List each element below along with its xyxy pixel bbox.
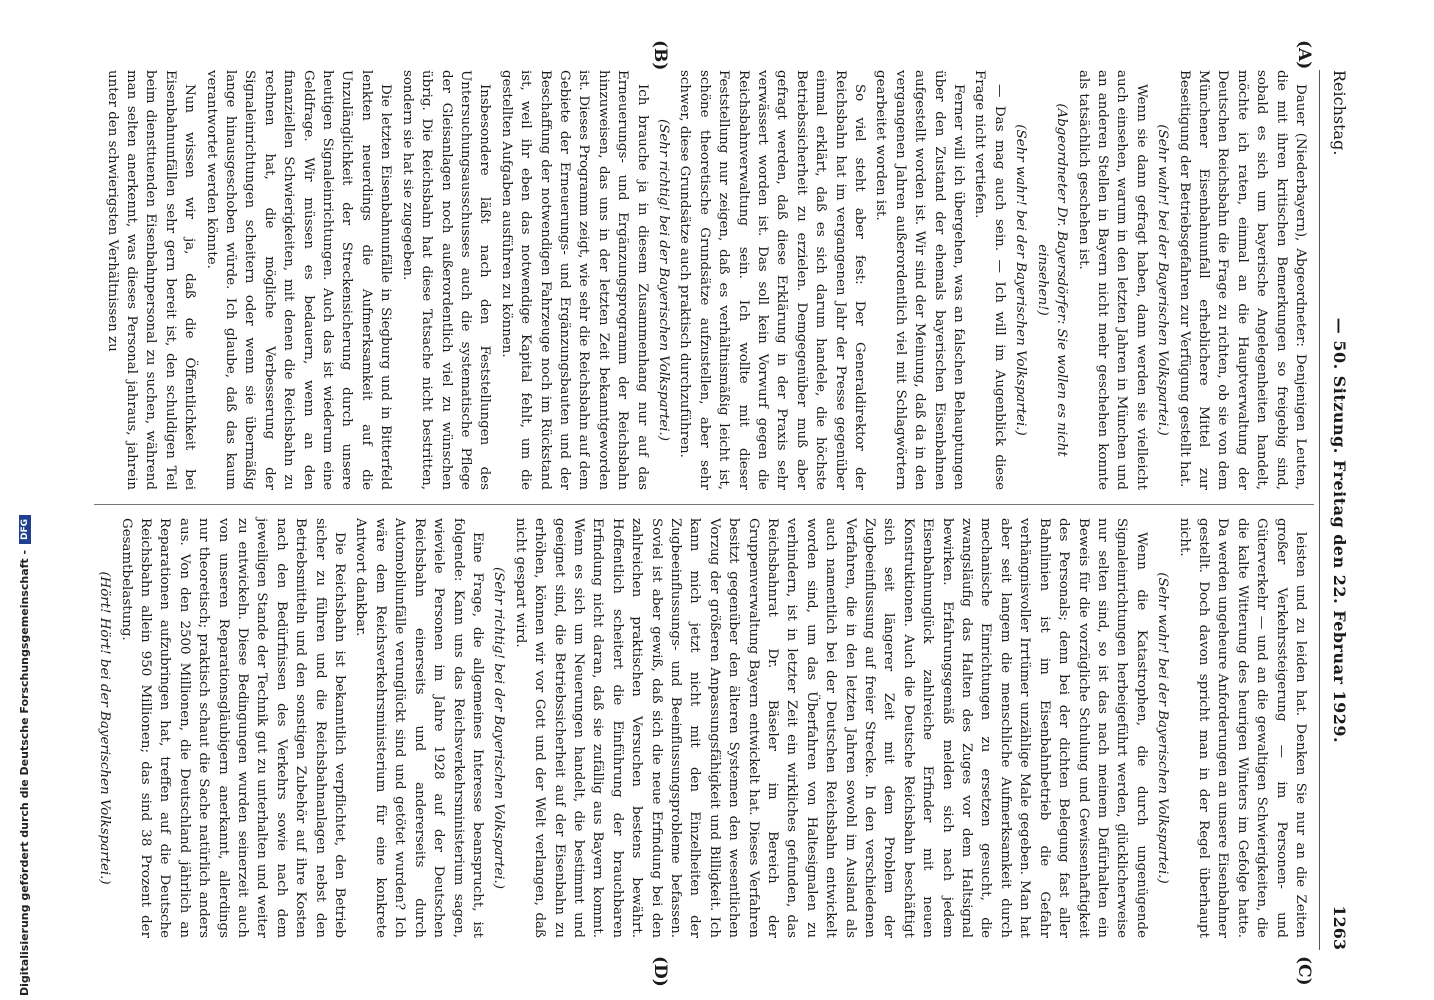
paragraph: (Sehr wahr! bei der Bayerischen Volkspartei.)	[1155, 124, 1171, 436]
margin-marker-a: (A)	[1294, 40, 1314, 70]
digitization-credit	[18, 6, 31, 996]
paragraph: Nun wissen wir ja, daß die Öffentlichkeit bei Eisenbahnunfällen sehr gern bereit ist, den schuldigen Teil beim diensttuenden Eisenbahnpersonal zu suchen, während man selten anerkennt, was dieses Personal jahraus, jahrein unter den schwierigsten Verhältnissen zu	[104, 70, 198, 490]
margin-marker-d: (D)	[650, 956, 670, 987]
paragraph: Insbesondere läßt nach den Feststellungen des Untersuchungsausschusses auch die systematische Pflege der Gleisanlagen noch außerordentlich viel zu wünschen übrig. Die Reichsbahn hat diese Tatsache nicht bestritten, sondern sie hat sie zugegeben.	[399, 70, 493, 490]
paragraph: (Hört! Hört! bei der Bayerischen Volkspartei.)	[97, 571, 113, 885]
paragraph: Eine Frage, die allgemeines Interesse beansprucht, ist folgende: Kann uns das Reichsverkehrsministerium sagen, wieviele Personen im Jahre 1928 auf der Deutschen Reichsbahn einerseits und andererseits durch Automobilunfälle verunglückt sind und getötet wurden? Ich wäre dem Reichsverkehrsministerium für eine konkrete Antwort dankbar.	[353, 518, 485, 938]
paragraph: Ich brauche ja in diesem Zusammenhang nur auf das Erneuerungs- und Ergänzungsprogramm der Reichsbahn hinzuweisen, das uns in der letzten Zeit bekanntgeworden ist. Dieses Programm zeigt, wie sehr die Reichsbahn auf dem Gebiete der Erneuerungs- und Ergänzungsbauten und der Beschaffung der notwendigen Fahrzeuge noch im Rückstand ist, weil ihr eben das notwendige Kapital fehlt, um die gestellten Aufgaben ausführen zu können.	[498, 70, 650, 490]
margin-marker-b: (B)	[650, 40, 670, 71]
paragraph: Die letzten Eisenbahnunfälle in Siegburg und in Bitterfeld lenkten neuerdings die Aufmerksamkeit auf die Unzulänglichkeit der Streckensicherung durch unsere heutigen Signaleinrichtungen. Auch das ist wiederum eine Geldfrage. Wir müssen es bedauern, wenn an den finanziellen Schwierigkeiten, mit denen die Reichsbahn zu rechnen hat, die mögliche Verbesserung der Signaleinrichtungen scheitern oder wenn sie übermäßig lange hinausgeschoben würde. Ich glaube, daß das kaum verantwortet werden könnte.	[203, 70, 394, 490]
paragraph: (Sehr wahr! bei der Bayerischen Volkspartei.)	[1013, 124, 1029, 436]
paragraph: So viel steht aber fest: Der Generaldirektor der Reichsbahn hat im vergangenen Jahr der Presse gegenüber einmal erklärt, daß es sich darum handele, die höchste Betriebssicherheit zu erzielen. Demgegenüber muß aber gefragt werden, daß diese Erklärung in der Praxis sehr verwässert worden ist. Das soll kein Vorwurf gegen die Reichsbahnverwaltung sein. Ich wollte mit dieser Feststellung nur zeigen, daß es verhältnismäßig leicht ist, schöne theoretische Grundsätze aufzustellen, aber sehr schwer, diese Grundsätze auch praktisch durchzuführen.	[677, 70, 868, 490]
paragraph: Dauer (Niederbayern), Abgeordneter: Denjenigen Leuten, die mit ihren kritischen Bemerkungen so freigebig sind, sobald es sich um bayerische Angelegenheiten handelt, möchte ich raten, einmal an die Hauptverwaltung der Deutschen Reichsbahn die Frage zu richten, ob sie von dem Münchener Eisenbahnunfall erheblichere Mittel zur Beseitigung der Betriebsgefahren zur Verfügung gestellt hat.	[1176, 70, 1308, 490]
paragraph: (Sehr richtig! bei der Bayerischen Volkspartei.)	[491, 566, 507, 890]
header-session: — 50. Sitzung. Freitag den 22. Februar 1929.	[1330, 317, 1350, 744]
page-number: 1263	[1330, 905, 1350, 950]
dfg-logo: DFG	[19, 515, 31, 544]
paragraph: leisten und zu leiden hat. Denken Sie nur an die Zeiten großer Verkehrssteigerung — im Personen- und Güterverkehr — und an die gewaltigen Schwierigkeiten, die die kalte Witterung des heurigen Winters im Gefolge hatte. Da werden ungeheure Anforderungen an unsere Eisenbahner gestellt. Doch davon spricht man in der Regel überhaupt nicht.	[1176, 518, 1308, 938]
header-left: Reichstag.	[1330, 70, 1350, 156]
margin-marker-c: (C)	[1294, 956, 1314, 986]
right-column	[93, 518, 1310, 938]
paragraph: Ferner will ich übergehen, was an falschen Behauptungen über den Zustand der ehemals bayerischen Eisenbahnen aufgestellt worden ist. Wir sind der Meinung, daß da in den vergangenen Jahren außerordentlich viel mit Schlagwörtern gearbeitet worden ist.	[873, 70, 967, 490]
paragraph: Wenn die Katastrophen, die durch ungenügende Signaleinrichtungen herbeigeführt werden, glücklicherweise nur selten sind, so ist das nach meinem Dafürhalten ein Beweis für die vorzügliche Schulung und Gewissenhaftigkeit des Personals; denn bei der dichten Belegung fast aller Bahnlinien ist im Eisenbahnbetrieb die Gefahr verhängnisvoller Irrtümer unzählige Male gegeben. Man hat aber seit langem die menschliche Aufmerksamkeit durch mechanische Einrichtungen zu ersetzen gesucht, die zwangsläufig das Halten des Zuges vor dem Haltsignal bewirken. Erfahrungsgemäß melden sich nach jedem Eisenbahnunglück zahlreiche Erfinder mit neuen Konstruktionen. Auch die Deutsche Reichsbahn beschäftigt sich seit längerer Zeit mit dem Problem der Zugbeeinflussung auf freier Strecke. In den verschiedenen Verfahren, die in den letzten Jahren sowohl im Ausland als auch namentlich bei der Deutschen Reichsbahn entwickelt worden sind, um das Überfahren von Haltesignalen zu verhindern, ist in letzter Zeit ein wirkliches gefunden, das Reichsbahnrat Dr. Bäseler im Bereich der Gruppenverwaltung Bayern entwickelt hat. Dieses Verfahren besitzt gegenüber den älteren Systemen den wesentlichen Vorzug der größeren Anpassungsfähigkeit und Billigkeit. Ich kann mich jetzt nicht mit den Einzelheiten der Zugbeeinflussungs- und Beeinflussungsprobleme befassen. Soviel ist aber gewiß, daß sich die neue Erfindung bei den zahlreichen praktischen Versuchen bestens bewährt. Hoffentlich scheitert die Einführung der brauchbaren Erfindung nicht daran, daß sie zufällig aus Bayern kommt. Wenn es sich um Neuerungen handelt, die bestimmt und geeignet sind, die Betriebssicherheit auf der Eisenbahn zu erhöhen, können wir vor Gott und der Welt verlangen, daß nicht gespart wird.	[512, 518, 1149, 938]
paragraph: Wenn sie dann gefragt haben, dann werden sie vielleicht auch einsehen, warum in den letzten Jahren in München und an anderen Stellen in Bayern nicht mehr geschehen konnte als tatsächlich geschehen ist.	[1075, 70, 1149, 490]
credit-text: Digitalisierung gefördert durch die Deutsche Forschungsgemeinschaft -	[18, 549, 31, 996]
paragraph: Die Reichsbahn ist bekanntlich verpflichtet, den Betrieb sicher zu führen und die Reichsbahnanlagen nebst den Betriebsmitteln und den sonstigen Zubehör auf ihre Kosten nach den Bedürfnissen des Verkehrs sowie nach dem jeweiligen Stande der Technik gut zu unterhalten und weiter zu entwickeln. Diese Bedingungen wurden seinerzeit auch von unseren Reparationsgläubigern anerkannt, allerdings nur theoretisch; praktisch schaut die Sache natürlich anders aus. Von den 2500 Millionen, die Deutschland jährlich an Reparationen aufzubringen hat, treffen auf die Deutsche Reichsbahn allein 950 Millionen; das sind 38 Prozent der Gesamtbelastung.	[118, 518, 348, 938]
page-header	[1319, 70, 1360, 950]
left-column	[100, 70, 1310, 490]
paragraph: (Sehr richtig! bei der Bayerischen Volkspartei.)	[656, 118, 671, 442]
column-divider	[94, 504, 1314, 505]
paragraph: (Abgeordneter Dr. Bayersdörfer: Sie wollen es nicht einsehen!)	[1034, 103, 1070, 457]
paragraph: (Sehr wahr! bei der Bayerischen Volkspartei.)	[1155, 572, 1171, 884]
paragraph: — Das mag auch sein. — Ich will im Augenblick diese Frage nicht vertiefen.	[972, 70, 1007, 490]
newspaper-page	[90, 40, 1360, 987]
